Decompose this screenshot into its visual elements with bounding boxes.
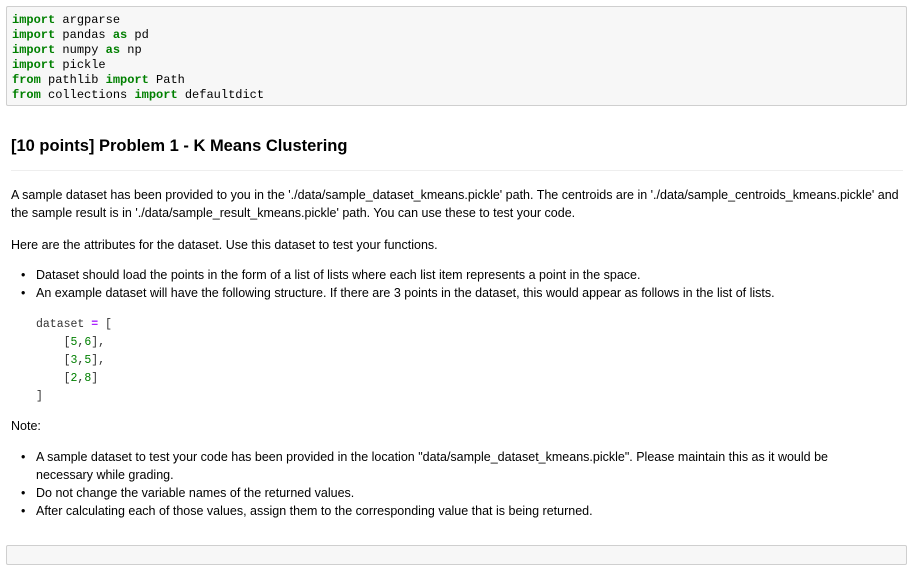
code-line <box>12 88 264 103</box>
code-text: pd <box>127 28 149 42</box>
list-item-text: An example dataset will have the following structure. If there are 3 points in the dataset, this would appear as follows in the list of lists. <box>36 286 775 300</box>
code-keyword: import <box>12 13 56 27</box>
list-item-text: After calculating each of those values, assign them to the corresponding value that is being returned. <box>36 504 593 518</box>
code-line <box>12 73 264 88</box>
code-text: Path <box>148 73 185 87</box>
code-editor[interactable] <box>12 13 264 103</box>
note-label: Note: <box>11 419 41 433</box>
list-item-text: Dataset should load the points in the form of a list of lists where each list item represents a point in the space. <box>36 268 641 282</box>
code-keyword: import <box>12 28 56 42</box>
bullet-icon: • <box>21 504 26 518</box>
code-keyword: import <box>12 58 56 72</box>
code-number: 8 <box>84 372 92 385</box>
list-item <box>11 484 881 502</box>
bullet-icon: • <box>21 268 26 282</box>
code-line <box>12 58 264 73</box>
code-text: pandas <box>55 28 113 42</box>
code-text: collections <box>40 88 135 102</box>
import-code-cell[interactable] <box>6 6 907 106</box>
code-text: np <box>120 43 142 57</box>
intro-paragraph: A sample dataset has been provided to you in the './data/sample_dataset_kmeans.pickle' path. The centroids are in './data/sample_centroids_kmeans.pickle' and the sample result is in './data/sample_result_kmeans.pickle' path. You can use these to test your code. <box>11 188 899 220</box>
next-code-cell[interactable] <box>6 545 907 565</box>
dataset-bullet-list <box>11 266 775 302</box>
bullet-icon: • <box>21 450 26 464</box>
code-line <box>12 28 264 43</box>
code-bracket: ], <box>91 354 106 367</box>
code-keyword: as <box>112 28 128 42</box>
code-text: defaultdict <box>177 88 265 102</box>
code-number: 5 <box>84 354 92 367</box>
code-keyword: from <box>12 73 41 87</box>
code-line <box>36 388 112 406</box>
code-keyword: from <box>12 88 41 102</box>
code-line: [3,5], <box>36 354 106 367</box>
code-line <box>36 316 112 334</box>
list-item <box>11 266 775 284</box>
code-number: 5 <box>70 336 78 349</box>
code-keyword: import <box>12 43 56 57</box>
code-line <box>12 43 264 58</box>
code-operator: = <box>91 318 99 331</box>
code-text: pickle <box>55 58 106 72</box>
list-item <box>11 502 881 520</box>
list-item <box>11 448 881 484</box>
code-keyword: as <box>105 43 121 57</box>
bullet-icon: • <box>21 286 26 300</box>
dataset-code-example <box>36 316 112 406</box>
code-bracket: ] <box>91 372 99 385</box>
code-line: [2,8] <box>36 372 99 385</box>
heading-divider <box>11 170 903 171</box>
code-bracket: ] <box>36 390 43 403</box>
bullet-icon: • <box>21 486 26 500</box>
code-keyword: import <box>105 73 149 87</box>
note-bullet-list <box>11 448 881 520</box>
list-item-text: A sample dataset to test your code has been provided in the location "data/sample_dataset_kmeans.pickle". Please maintain this as it would be necessary while grading. <box>36 450 828 482</box>
code-bracket: ], <box>91 336 106 349</box>
list-item <box>11 284 775 302</box>
problem-heading: [10 points] Problem 1 - K Means Clustering <box>11 137 348 155</box>
list-item-text: Do not change the variable names of the returned values. <box>36 486 355 500</box>
code-bracket: [ <box>105 318 112 331</box>
code-number: 6 <box>84 336 92 349</box>
code-text: argparse <box>55 13 121 27</box>
code-number: 2 <box>70 372 78 385</box>
code-text: numpy <box>55 43 106 57</box>
code-line <box>12 13 264 28</box>
code-text: pathlib <box>40 73 106 87</box>
code-keyword: import <box>134 88 178 102</box>
code-number: 3 <box>70 354 78 367</box>
code-var: dataset <box>36 318 85 331</box>
code-line: [5,6], <box>36 336 106 349</box>
attributes-paragraph: Here are the attributes for the dataset. Use this dataset to test your functions. <box>11 238 438 252</box>
